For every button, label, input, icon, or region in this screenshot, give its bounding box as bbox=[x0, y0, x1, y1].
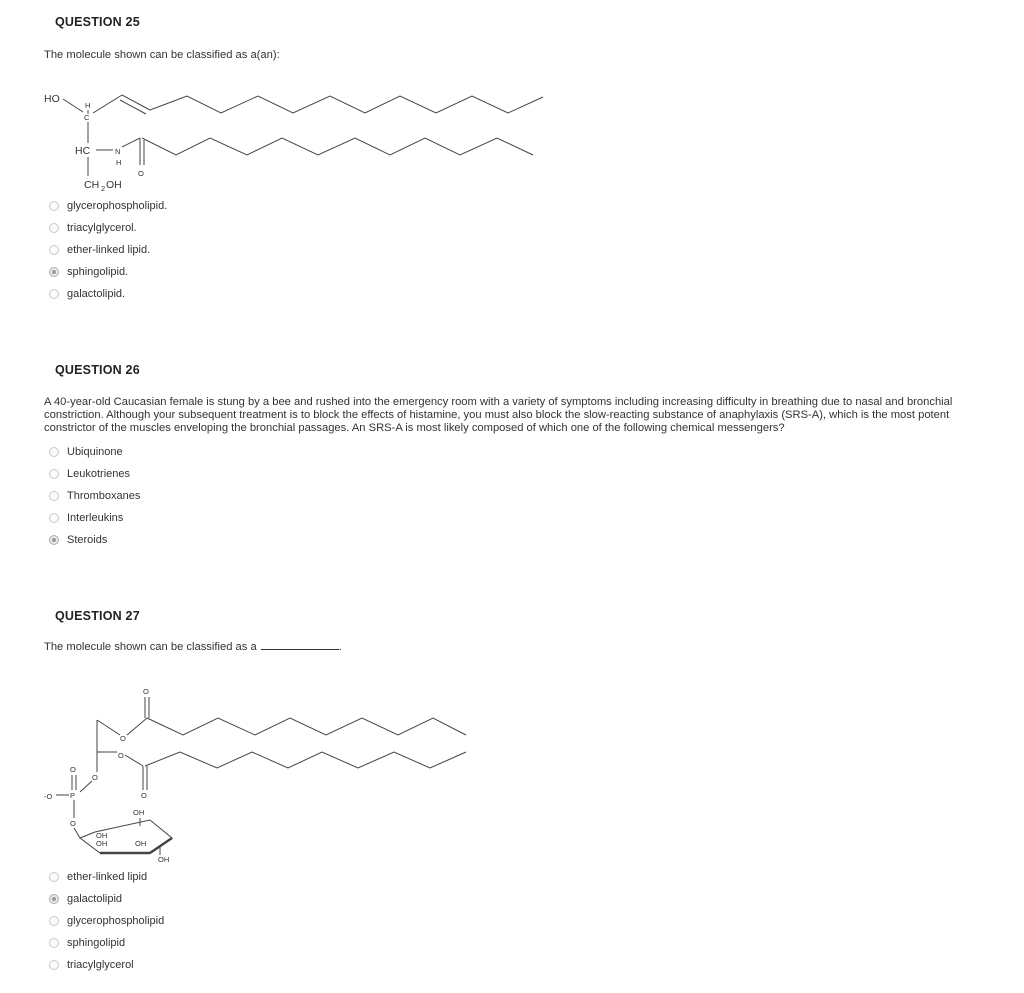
q27-option-4-radio[interactable] bbox=[49, 938, 59, 948]
q27-label-o-ester1: O bbox=[120, 734, 126, 743]
q25-label-oh: OH bbox=[106, 179, 122, 191]
q27-label-o-phos-bottom: O bbox=[70, 819, 76, 828]
question-26-title: QUESTION 26 bbox=[55, 363, 140, 377]
q27-option-3-radio[interactable] bbox=[49, 916, 59, 926]
q25-option-2-label: triacylglycerol. bbox=[67, 222, 137, 234]
question-27-prompt: The molecule shown can be classified as a bbox=[44, 641, 257, 653]
q27-option-1[interactable] bbox=[49, 869, 147, 885]
q25-option-3-label: ether-linked lipid. bbox=[67, 244, 151, 256]
q26-option-1-label: Ubiquinone bbox=[67, 446, 123, 458]
q26-option-5-label: Steroids bbox=[67, 534, 108, 546]
q27-option-5-label: triacylglycerol bbox=[67, 959, 134, 971]
q27-label-o-ester2: O bbox=[118, 751, 124, 760]
q27-label-o-phos-right: O bbox=[92, 773, 98, 782]
q25-label-o: O bbox=[138, 169, 144, 178]
q25-label-n: N bbox=[115, 147, 121, 156]
q27-option-1-label: ether-linked lipid bbox=[67, 871, 148, 883]
q27-label-o-minus: -O bbox=[44, 792, 53, 801]
q27-label-o-carbonyl2: O bbox=[141, 791, 147, 800]
q25-option-1-label: glycerophospholipid. bbox=[67, 200, 168, 212]
q27-label-o-top: O bbox=[143, 687, 149, 696]
q27-option-4[interactable] bbox=[49, 935, 125, 951]
q27-option-4-label: sphingolipid bbox=[67, 937, 126, 949]
question-25-title: QUESTION 25 bbox=[55, 15, 140, 29]
q27-label-oh-4: OH bbox=[158, 855, 170, 864]
q27-option-1-radio[interactable] bbox=[49, 872, 59, 882]
question-27-prompt-end: . bbox=[338, 641, 342, 653]
q27-label-oh-3: OH bbox=[135, 839, 147, 848]
q27-option-3[interactable] bbox=[49, 913, 164, 929]
q25-option-5-label: galactolipid. bbox=[67, 288, 126, 300]
question-27-title: QUESTION 27 bbox=[55, 609, 140, 623]
q27-label-oh-2a: OH bbox=[96, 831, 108, 840]
q25-label-ch: CH bbox=[84, 179, 100, 191]
q27-label-oh-2b: OH bbox=[96, 839, 108, 848]
q27-option-2-label: galactolipid bbox=[67, 893, 123, 905]
q25-label-h-top: H bbox=[85, 101, 91, 110]
q25-label-n-h: H bbox=[116, 158, 122, 167]
q27-option-5-radio[interactable] bbox=[49, 960, 59, 970]
q27-option-2[interactable] bbox=[49, 891, 122, 907]
q25-label-hc: HC bbox=[75, 145, 91, 157]
q27-option-2-radio[interactable] bbox=[49, 894, 59, 904]
q26-option-3-label: Thromboxanes bbox=[67, 490, 141, 502]
q27-option-3-label: glycerophospholipid bbox=[67, 915, 165, 927]
q27-option-5[interactable] bbox=[49, 957, 134, 973]
question-25-prompt: The molecule shown can be classified as a(an): bbox=[44, 49, 280, 61]
question-26-prompt: A 40-year-old Caucasian female is stung by a bee and rushed into the emergency room with a variety of symptoms including increasing difficulty in breathing due to nasal and bronchial constriction. Although your subsequent treatment is to block the effects of histamine, you must also block the slow-reacting substance of anaphylaxis (SRS-A), which is the most potent constrictor of the muscles enveloping the bronchial passages. An SRS-A is most likely composed of which one of the following chemical messengers? bbox=[44, 396, 953, 434]
q27-label-p: P bbox=[70, 791, 76, 800]
q25-label-c-top: C bbox=[84, 113, 90, 122]
q25-label-sub2: 2 bbox=[101, 184, 106, 193]
q25-option-4-label: sphingolipid. bbox=[67, 266, 129, 278]
q27-label-oh-1: OH bbox=[133, 808, 145, 817]
q26-option-2-label: Leukotrienes bbox=[67, 468, 130, 480]
q25-label-ho: HO bbox=[44, 93, 60, 105]
q26-option-4-label: Interleukins bbox=[67, 512, 124, 524]
q27-label-o-phos-top: O bbox=[70, 765, 76, 774]
